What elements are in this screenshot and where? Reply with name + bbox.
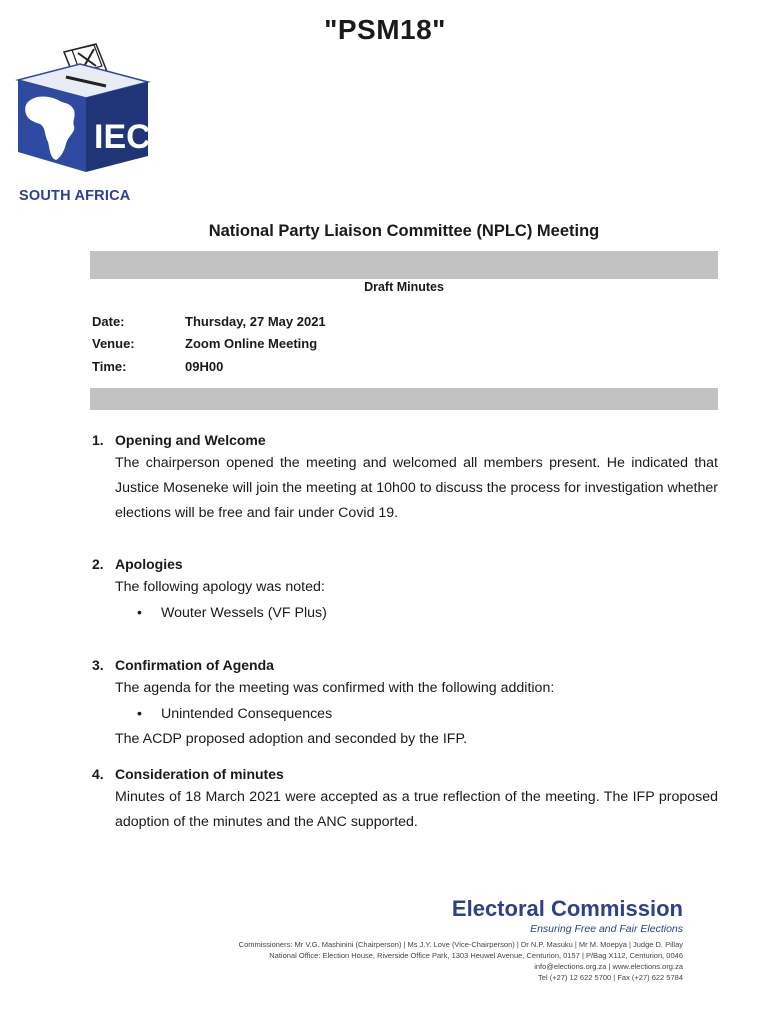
detail-label: Time:: [92, 358, 127, 374]
section-body: [115, 676, 718, 752]
list-item: [137, 701, 718, 727]
detail-row-date: [92, 310, 326, 333]
section-title: Confirmation of Agenda: [115, 657, 274, 673]
section-title: Apologies: [115, 556, 183, 572]
list-item-text: Wouter Wessels (VF Plus): [161, 605, 327, 621]
section-text: The agenda for the meeting was confirmed with the following addition:: [115, 680, 555, 696]
document-label: "PSM18": [324, 14, 446, 45]
section-text: Minutes of 18 March 2021 were accepted as a true reflection of the meeting. The IFP proposed adoption of the minutes and the ANC supported.: [115, 789, 718, 830]
footer-slogan: Ensuring Free and Fair Elections: [530, 923, 683, 935]
meeting-details: [92, 310, 326, 378]
footer-contact: [239, 939, 683, 983]
ballot-box-icon: [14, 40, 154, 190]
bullet-icon: •: [137, 706, 142, 722]
footer-line: Commissioners: Mr V.G. Mashinini (Chairperson) | Ms J.Y. Love (Vice-Chairperson) | Dr N.P. Masuku | Mr M. Moepya | Judge D. Pillay: [238, 940, 683, 949]
section-heading: [92, 556, 718, 572]
section-body: [115, 785, 718, 835]
list-item: [137, 600, 718, 626]
detail-row-time: [92, 355, 326, 378]
section-number: 4.: [92, 766, 104, 782]
section-apologies: [92, 556, 718, 626]
section-number: 2.: [92, 556, 104, 572]
section-text-after: The ACDP proposed adoption and seconded by the IFP.: [115, 731, 468, 747]
section-heading: [92, 432, 718, 448]
iec-logo: [14, 40, 154, 210]
bullet-list: [115, 701, 718, 727]
footer-line: info@elections.org.za | www.elections.org.za: [534, 962, 683, 971]
bullet-list: [115, 600, 718, 626]
header-band: [90, 251, 718, 279]
section-heading: [92, 766, 718, 782]
section-title: Opening and Welcome: [115, 432, 266, 448]
detail-row-venue: [92, 333, 326, 356]
section-title: Consideration of minutes: [115, 766, 284, 782]
detail-label: Date:: [92, 313, 125, 329]
section-agenda: [92, 657, 718, 752]
section-heading: [92, 657, 718, 673]
footer-line: Tel (+27) 12 622 5700 | Fax (+27) 622 5784: [538, 973, 683, 982]
section-minutes: [92, 766, 718, 835]
detail-value: 09H00: [185, 358, 224, 374]
divider-band: [90, 388, 718, 410]
section-text: The chairperson opened the meeting and welcomed all members present. He indicated that Justice Moseneke will join the meeting at 10h00 to discuss the process for investigation whether elections will be free and fair under Covid 19.: [115, 455, 718, 521]
document-status: Draft Minutes: [364, 280, 444, 294]
section-text: The following apology was noted:: [115, 579, 325, 595]
detail-value: Thursday, 27 May 2021: [185, 313, 326, 329]
section-number: 3.: [92, 657, 104, 673]
section-opening: [92, 432, 718, 526]
bullet-icon: •: [137, 605, 142, 621]
list-item-text: Unintended Consequences: [161, 706, 333, 722]
detail-value: Zoom Online Meeting: [185, 336, 318, 352]
logo-wordmark: IEC: [94, 118, 151, 156]
meeting-title: National Party Liaison Committee (NPLC) Meeting: [208, 222, 600, 240]
footer-brand: Electoral Commission: [451, 896, 683, 921]
logo-caption: SOUTH AFRICA: [19, 188, 131, 204]
section-number: 1.: [92, 432, 104, 448]
section-body: [115, 575, 718, 626]
detail-label: Venue:: [92, 336, 135, 352]
section-body: [115, 451, 718, 526]
footer-line: National Office: Election House, Riverside Office Park, 1303 Heuwel Avenue, Centurion, 0157 | P/Bag X112, Centurion, 0046: [269, 951, 683, 960]
